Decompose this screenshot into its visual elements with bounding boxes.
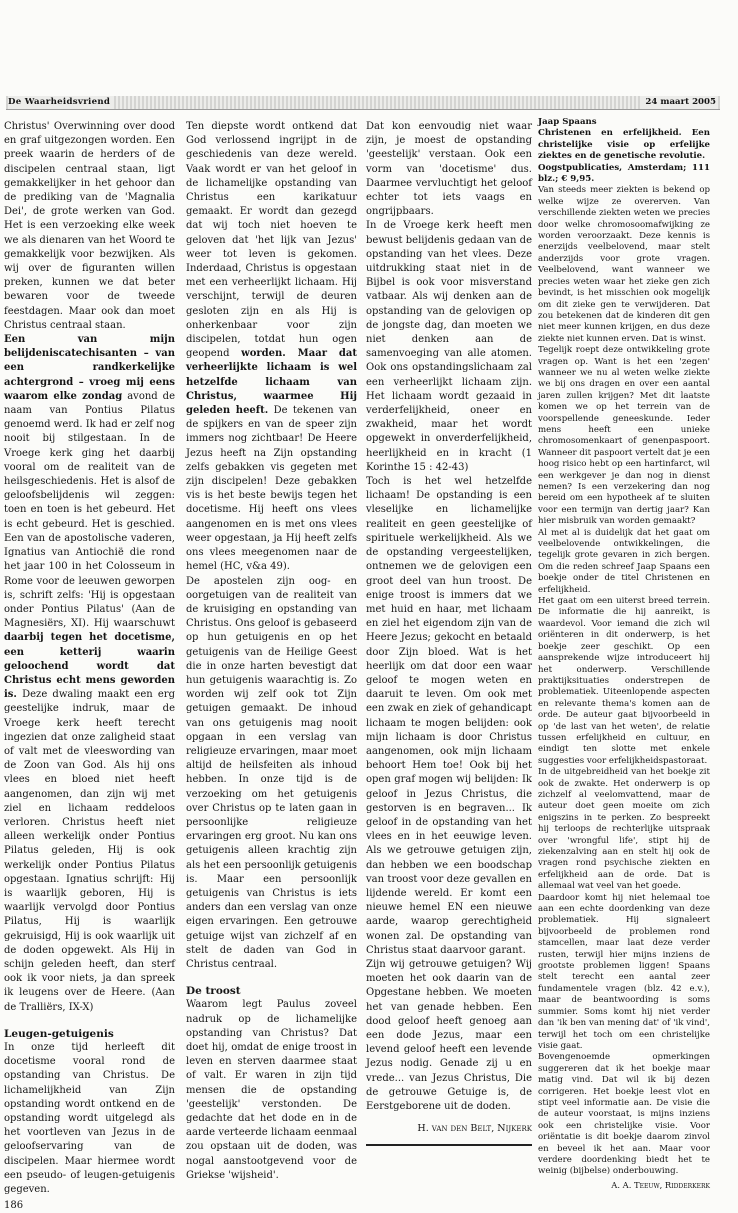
paragraph: Dat kon eenvoudig niet waar zijn, je moest de opstanding 'geestelijk' verstaan. Ook een vorm van 'docetisme' dus. Daarmee vervluchtigt het geloof echter tot iets vaags en ongrijpbaars. [366, 121, 532, 218]
paragraph: Bovengenoemde opmerkingen suggereren dat ik het boekje maar matig vind. Dat wil ik bij dezen corrigeren. Het boekje leest vlot en stipt veel informatie aan. De visie die de auteur voorstaat, is mijns inziens ook een christelijke visie. Voor oriëntatie is dit boekje daarom zinvol en beveel ik het aan. Maar voor verdere doordenking biedt het te weinig (bijbelse) onderbouwing. [538, 1052, 710, 1177]
text: Deze dwaling maakt een erg geestelijke indruk, maar de Vroege kerk heeft terecht ingezien dat onze zaligheid staat of valt met de vleeswording van de Zoon van God. Als hij ons vlees en bloed niet heeft aangenomen, dan zijn wij met ziel en lichaam reddeloos verloren. Christus heeft niet alleen werkelijk onder Pontius Pilatus geleden, Hij is ook werkelijk onder Pontius Pilatus opgestaan. Ignatius schrijft: Hij is waarlijk geboren, Hij is waarlijk vervolgd door Pontius Pilatus, Hij is waarlijk gekruisigd, Hij is ook waarlijk uit de doden opgewekt. Als Hij in schijn geleden heeft, dan sterf ook ik voor niets, ja dan spreek ik leugens over de Heere. (Aan de Tralliërs, IX-X) [4, 689, 175, 1013]
paragraph: In de Vroege kerk heeft men bewust belijdenis gedaan van de opstanding van het vlees. Deze uitdrukking staat niet in de Bijbel is ook voor misverstand vatbaar. Als wij denken aan de opstanding van de gelovigen op de jongste dag, dan moeten we niet denken aan de samenvoeging van alle atomen. Ook ons opstandingslichaam zal een verheerlijkt lichaam zijn. Het lichaam wordt gezaaid in verderfelijkheid, oneer en zwakheid, maar het wordt opgewekt in onverderfelijkheid, heerlijkheid en in kracht (1 Korinthe 15 : 42-43) [366, 220, 532, 473]
column-1 [4, 120, 175, 1213]
page-header [6, 96, 720, 110]
paragraph [4, 333, 175, 1015]
paragraph: In de uitgebreidheid van het boekje zit ook de zwakte. Het onderwerp is op zichzelf al veelomvattend, maar de auteur doet geen moeite om zich enigszins in te perken. Zo bespreekt hij terloops de rechterlijke uitspraak over 'wrongful life', stipt hij de ziekenzalving aan en stelt hij ook de vragen rond psychische ziekten en erfelijkheid aan de orde. Dat is allemaal wat veel van het goede. [538, 767, 710, 892]
page-number: 186 [4, 1200, 24, 1212]
book-review-column [538, 117, 710, 1191]
subheading: Leugen-getuigenis [4, 1027, 114, 1040]
book-publisher: Oogstpublicaties, Amsterdam; 111 blz.; € 9,95. [538, 162, 710, 185]
subheading: De troost [186, 985, 241, 998]
text: Ten diepste wordt ontkend dat God verlossend ingrijpt in de geschiedenis van deze wereld. Vaak wordt er van het geloof in de lichamelijke opstanding van Christus een karikatuur gemaakt. Er wordt dan gezegd dat wij toch niet hoeven te geloven dat 'het lijk van Jezus' weer tot leven is gekomen. Inderdaad, Christus is opgestaan met een verheerlijkt lichaam. Hij verschijnt, terwijl de deuren gesloten zijn en als Hij is onherkenbaar voor zijn discipelen, totdat hun ogen geopend [186, 121, 357, 360]
paragraph: De apostelen zijn oog- en oorgetuigen van de realiteit van de kruisiging en opstanding van Christus. Ons geloof is gebaseerd op hun getuigenis en op het getuigenis van de Heilige Geest die in onze harten bevestigt dat hun getuigenis waarachtig is. Zo worden wij zelf ook tot Zijn getuigen gemaakt. De inhoud van ons getuigenis mag nooit opgaan in een verslag van religieuze ervaringen, maar moet altijd de heilsfeiten als inhoud hebben. In onze tijd is de verzoeking om het getuigenis over Christus op te laten gaan in persoonlijke religieuze ervaringen erg groot. Nu kan ons getuigenis alleen krachtig zijn als het een persoonlijk getuigenis is. Maar een persoonlijk getuigenis van Christus is iets anders dan een verslag van onze eigen ervaringen. Een getrouwe getuige wijst van zichzelf af en stelt de daden van God in Christus centraal. [186, 575, 357, 970]
paragraph: Toch is het wel hetzelfde lichaam! De opstanding is een vleselijke en lichamelijke realiteit en geen geestelijke of spirituele werkelijkheid. Als we de opstanding vergeestelijken, ontnemen we de gelovigen een groot deel van hun troost. De enige troost is immers dat we met huid en haar, met lichaam en ziel het eigendom zijn van de Heere Jezus; gekocht en betaald door Zijn bloed. Wat is het heerlijk om dat door een waar geloof te mogen weten en daaruit te leven. Om ook met een zwak en ziek of gehandicapt lichaam te mogen belijden: ook mijn lichaam is door Christus aangenomen, ook mijn lichaam behoort Hem toe! Ook bij het open graf mogen wij belijden: Ik geloof in Jezus Christus, die gestorven is en begraven... Ik geloof in de opstanding van het vlees en in het eeuwige leven. Als we getrouwe getuigen zijn, dan hebben we een boodschap van troost voor deze gevallen en lijdende wereld. Er komt een nieuwe hemel EN een nieuwe aarde, waarop gerechtigheid wonen zal. De opstanding van Christus staat daarvoor garant. [366, 476, 532, 956]
paragraph: In onze tijd herleeft dit docetisme vooral rond de opstanding van Christus. De lichamelijkheid van Zijn opstanding wordt ontkend en de opstanding wordt uitgelegd als het voortleven van Jezus in de geloofservaring van de discipelen. Maar hiermee wordt een pseudo- of leugen-getuigenis gegeven. [4, 1042, 175, 1196]
paragraph: Daardoor komt hij niet helemaal toe aan een echte doordenking van deze problematiek. Hij signaleert bijvoorbeeld de problemen rond stamcellen, maar laat deze verder rusten, terwijl hier mijns inziens de grootste problemen liggen! Spaans stelt terecht een aantal zeer fundamentele vragen (blz. 42 e.v.), maar de beantwoording is soms summier. Soms komt hij niet verder dan 'ik ben van mening dat' of 'ik vind', terwijl het toch om een christelijke visie gaat. [538, 892, 710, 1051]
issue-date: 24 maart 2005 [641, 96, 716, 109]
paragraph: Christus' Overwinning over dood en graf uitgezongen worden. Een preek waarin de herders of de discipelen centraal staan, ligt gemakkelijker in het gehoor dan de prediking van de 'Magnalia Dei', de grote werken van God. Het is een verzoeking elke week we als dienaren van het Woord te gemakkelijk voor bezwijken. Als wij over de figuranten willen preken, kunnen we dat beter bewaren voor de tweede feestdagen. Maar ook dan moet Christus centraal staan. [4, 121, 175, 331]
author-signature: H. van den Belt, Nijkerk [417, 1123, 532, 1135]
bold-text: Een van mijn belijdeniscatechisanten – van een randkerkelijke achtergrond – vroeg mij eens waarom elke zondag [4, 334, 175, 402]
column-2 [186, 120, 357, 1183]
paragraph: Tegelijk roept deze ontwikkeling grote vragen op. Want is het een 'zegen' wanneer we nu al weten welke ziekte we bij ons dragen en over een aantal jaren zullen krijgen? Met dit laatste komen we op het terrein van de voorspellende geneeskunde. Ieder mens heeft een unieke chromosomenkaart of genenpaspoort. Wanneer dit paspoort vertelt dat je een hoog risico hebt op een hartinfarct, wil een werkgever je dan nog in dienst nemen? Is een verzekering dan nog bereid om een hypotheek af te sluiten voor een termijn van dertig jaar? Kan hier misbruik van worden gemaakt? [538, 345, 710, 527]
bold-text: daarbij tegen het docetisme, een ketterij waarin geloochend wordt dat Christus echt mens geworden is. [4, 632, 175, 701]
book-author: Jaap Spaans [538, 117, 597, 127]
text: De tekenen van de spijkers en van de speer zijn immers nog zichtbaar! De Heere Jezus heeft na Zijn opstanding zelfs gebakken vis gegeten met zijn discipelen! Deze gebakken vis is het beste bewijs tegen het docetisme. Hij heeft ons vlees aangenomen en is met ons vlees weer opgestaan, ja Hij heeft zelfs ons vlees meegenomen naar de hemel (HC, v&a 49). [186, 405, 357, 573]
masthead: De Waarheidsvriend [8, 96, 114, 109]
bold-text: worden. Maar dat verheerlijkte lichaam is wel hetzelfde lichaam van Christus, waarmee Hij geleden heeft. [186, 348, 357, 417]
column-3 [366, 120, 532, 1146]
divider [366, 1144, 532, 1146]
paragraph: Het gaat om een uiterst breed terrein. De informatie die hij aanreikt, is waardevol. Voor iemand die zich wil oriënteren in dit onderwerp, is het boekje zeer geschikt. Op een aansprekende wijze introduceert hij het onderwerp. Verschillende praktijksituaties onderstrepen de problematiek. Uiteenlopende aspecten en relevante thema's komen aan de orde. De auteur gaat bijvoorbeeld in op 'de last van het weten', de relatie tussen erfelijkheid en cultuur, en eindigt ten slotte met enkele suggesties voor erfelijkheidspastoraat. [538, 596, 710, 766]
paragraph: Al met al is duidelijk dat het gaat om veelbelovende ontwikkelingen, die tegelijk grote gevaren in zich bergen. Om die reden schreef Jaap Spaans een boekje onder de titel Christenen en erfelijkheid. [538, 527, 710, 595]
paragraph: Zijn wij getrouwe getuigen? Wij moeten het ook daarin van de Opgestane hebben. We moeten het van genade hebben. Een dood geloof heeft genoeg aan een dode Jezus, maar een levend geloof heeft een levende Jezus nodig. Genade zij u en vrede... van Jezus Christus, Die de getrouwe Getuige is, de Eerstgeborene uit de doden. [366, 958, 532, 1113]
paragraph: Van steeds meer ziekten is bekend op welke wijze ze overerven. Van verschillende ziekten weten we precies door welke chromosoomafwijking ze worden veroorzaakt. Deze kennis is enerzijds veelbelovend, maar stelt anderzijds voor grote vragen. Veelbelovend, want wanneer we precies weten waar het zieke gen zich bevindt, is het misschien ook mogelijk om dit zieke gen te verwijderen. Dat zou betekenen dat de kinderen dit gen niet meer kunnen krijgen, en dus deze ziekte niet kunnen erven. Dat is winst. [538, 185, 710, 344]
paragraph: Waarom legt Paulus zoveel nadruk op de lichamelijke opstanding van Christus? Dat doet hij, omdat de enige troost in leven en sterven daarmee staat of valt. Er waren in zijn tijd mensen die de opstanding 'geestelijk' verstonden. De gedachte dat het dode en in de aarde verteerde lichaam eenmaal zou opstaan uit de doden, was nogal aanstootgevend voor de Griekse 'wijsheid'. [186, 999, 357, 1181]
review-signature: A. A. Teeuw, Ridderkerk [611, 1179, 710, 1190]
book-title: Christenen en erfelijkheid. Een christelijke visie op erfelijke ziektes en de genetische revolutie. [538, 128, 710, 162]
text: avond de naam van Pontius Pilatus genoemd werd. Ik had er zelf nog nooit bij stilgestaan. In de Vroege kerk ging het daarbij vooral om de realiteit van de heilsgeschiedenis. Het is alsof de geloofsbelijdenis wil zeggen: toen en toen is het gebeurd. Het is echt gebeurd. Het is geschied. Een van de apostolische vaderen, Ignatius van Antiochië die rond het jaar 100 in het Colosseum in Rome voor de leeuwen geworpen is, schrift zelfs: 'Hij is opgestaan onder Pontius Pilatus' (Aan de Magnesiërs, XI). Hij waarschuwt [4, 390, 175, 630]
paragraph [186, 120, 357, 575]
